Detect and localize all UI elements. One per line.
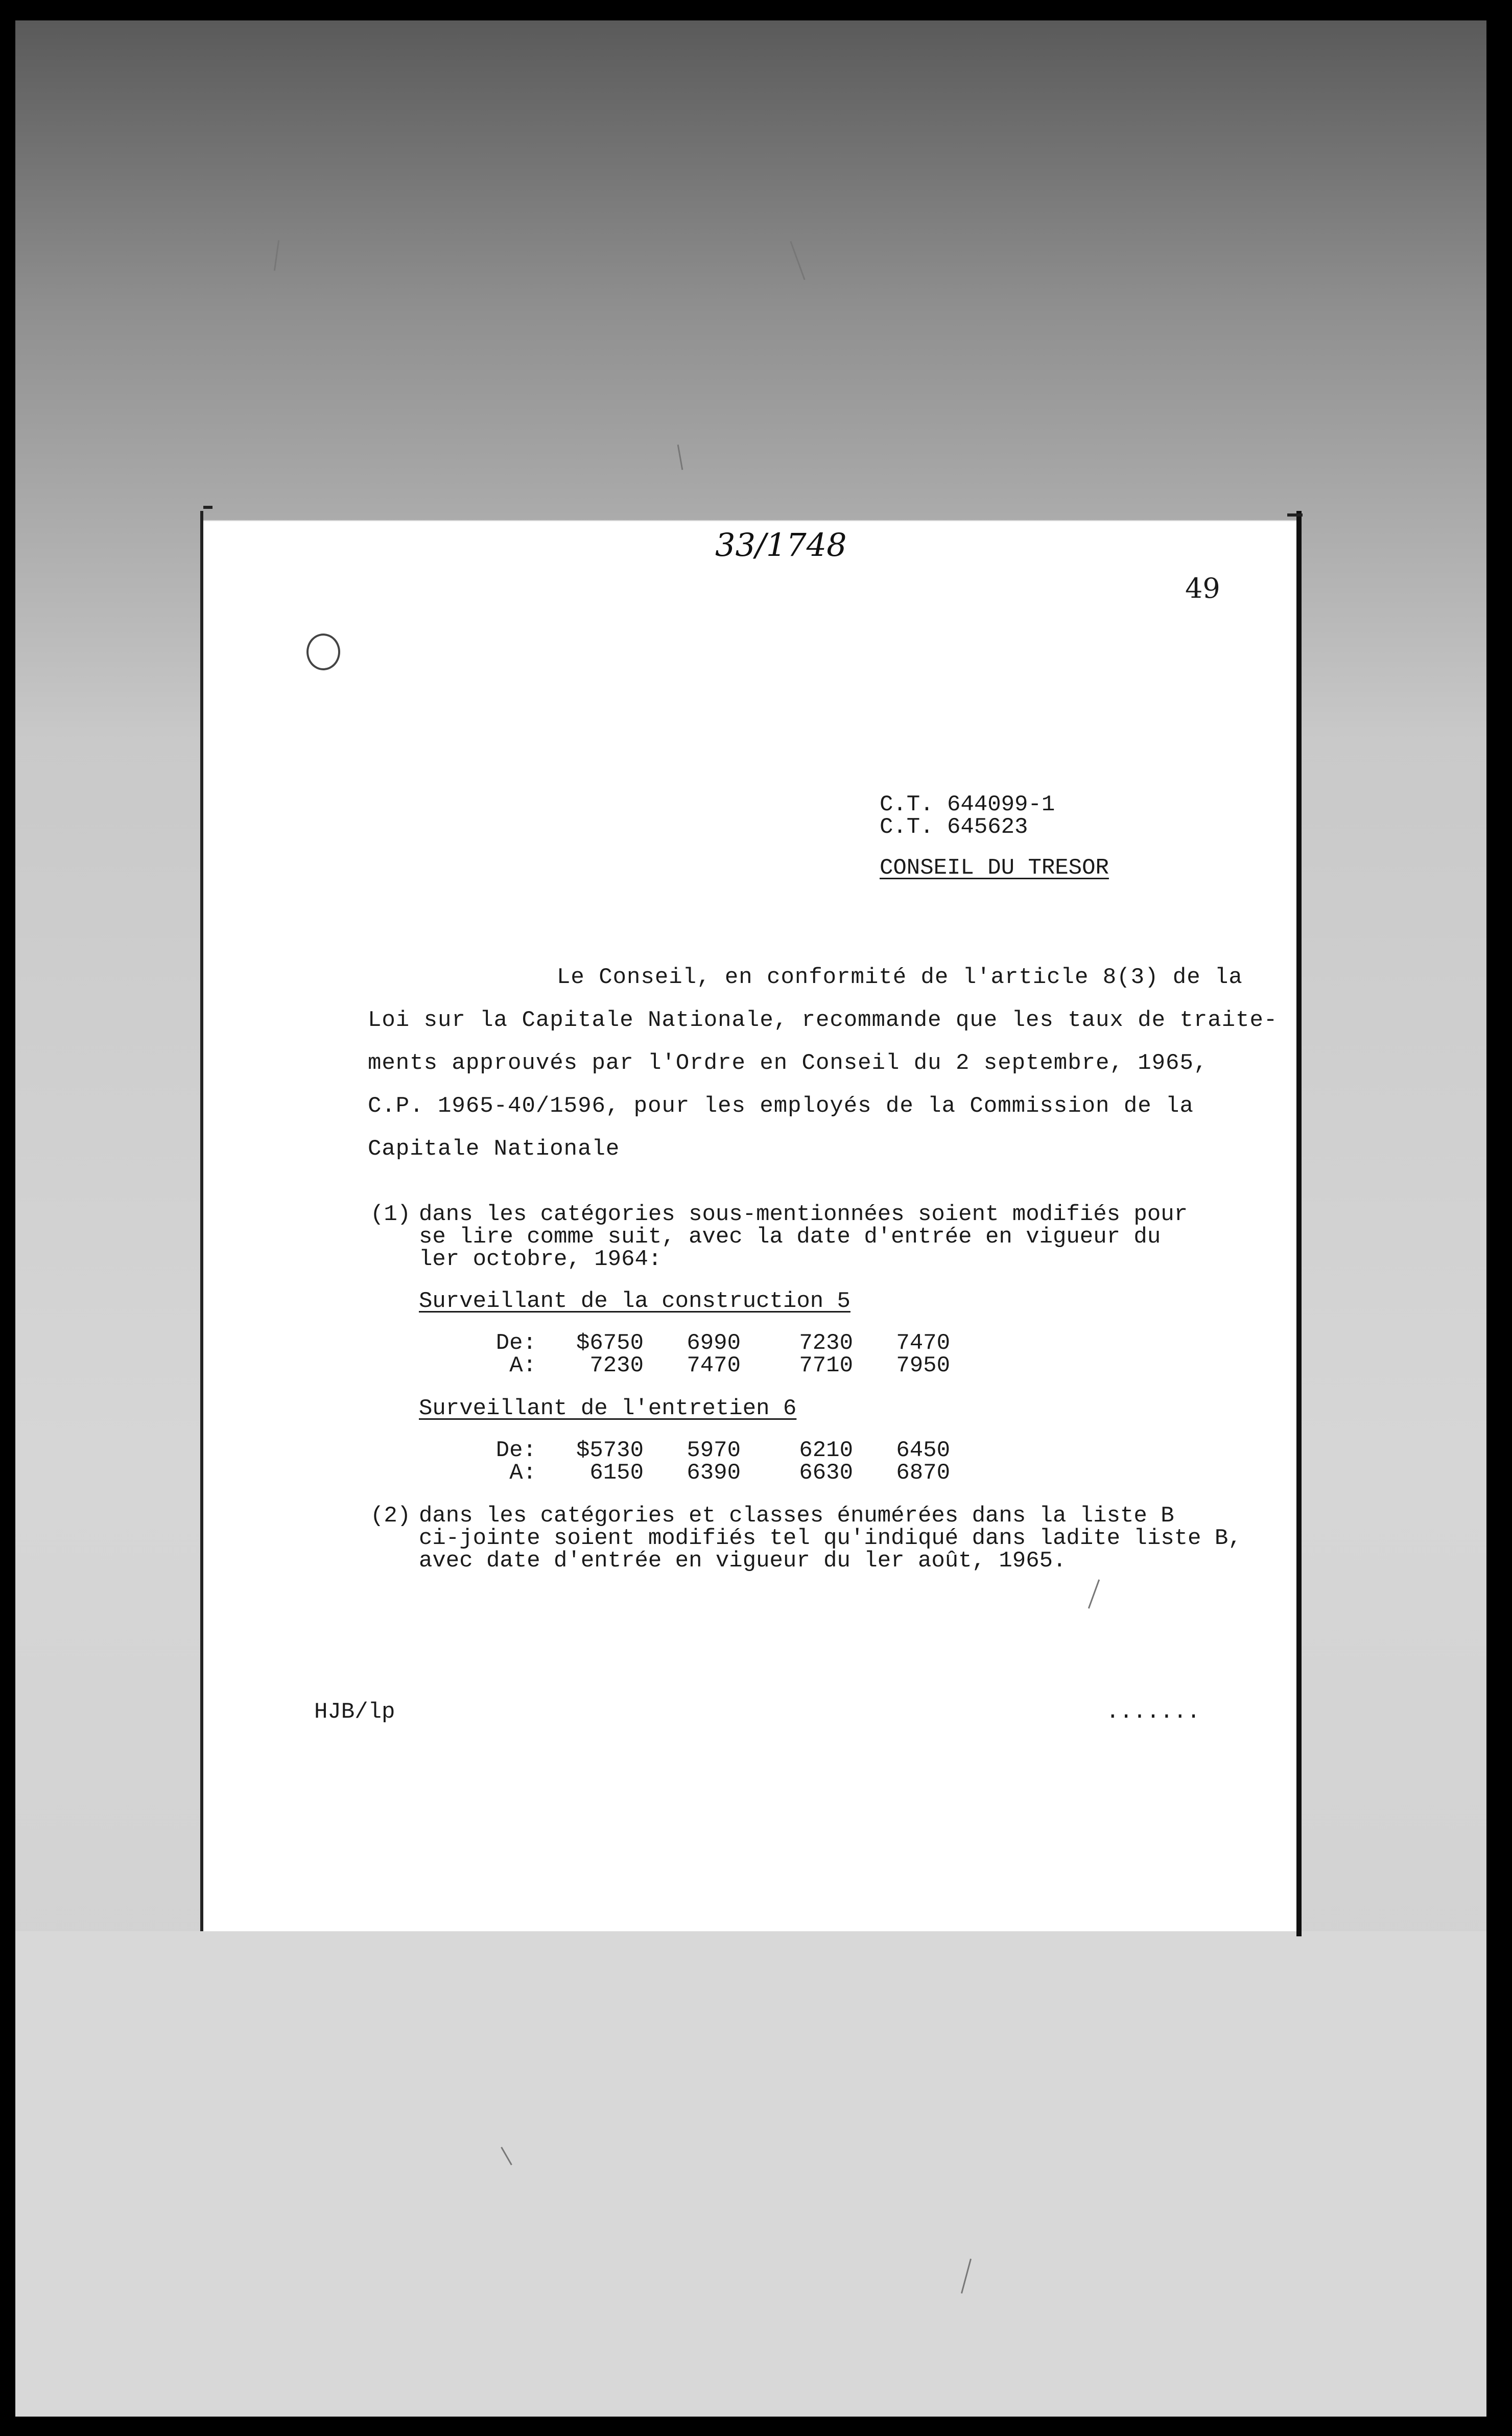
page-number: 49 bbox=[1185, 572, 1220, 604]
table1-row1-value: 7470 bbox=[896, 1330, 950, 1356]
item1-line-1: dans les catégories sous-mentionnées soient modifiés pour bbox=[419, 1202, 1188, 1227]
reference-line-2: C.T. 645623 bbox=[880, 814, 1028, 840]
table1-title: Surveillant de la construction 5 bbox=[419, 1289, 850, 1314]
page-left-edge bbox=[200, 511, 203, 1931]
table2-title: Surveillant de l'entretien 6 bbox=[419, 1396, 797, 1421]
continuation-dots: ....... bbox=[1106, 1699, 1200, 1725]
table1-row1-label: De: bbox=[495, 1330, 536, 1356]
table2-row1-value: 6450 bbox=[896, 1438, 950, 1463]
table1-row2-label: A: bbox=[509, 1353, 536, 1378]
table1-row2-value: 7950 bbox=[896, 1353, 950, 1378]
intro-line-1: Le Conseil, en conformité de l'article 8(3) de la bbox=[557, 965, 1243, 990]
table1-row2-value: 7710 bbox=[799, 1353, 853, 1378]
table2-row1-value: 6210 bbox=[799, 1438, 853, 1463]
typist-initials: HJB/lp bbox=[314, 1699, 395, 1725]
intro-line-4: C.P. 1965-40/1596, pour les employés de la Commission de la bbox=[368, 1093, 1194, 1119]
table1-row2-value: 7470 bbox=[687, 1353, 741, 1378]
item2-marker: (2) bbox=[370, 1503, 411, 1529]
table2-row1-value: 5970 bbox=[687, 1438, 741, 1463]
item2-line-2: ci-jointe soient modifiés tel qu'indiqué dans ladite liste B, bbox=[419, 1526, 1242, 1551]
table2-row2-label: A: bbox=[509, 1460, 536, 1486]
page-corner-mark bbox=[203, 506, 212, 509]
intro-line-5: Capitale Nationale bbox=[368, 1136, 620, 1162]
table1-row1-value: 7230 bbox=[799, 1330, 853, 1356]
table2-row1-label: De: bbox=[495, 1438, 536, 1463]
microfilm-lower-area bbox=[15, 1931, 1486, 2417]
reference-line-1: C.T. 644099-1 bbox=[880, 792, 1055, 817]
page-right-edge bbox=[1296, 511, 1302, 1936]
table2-row2-value: 6630 bbox=[799, 1460, 853, 1486]
item2-line-1: dans les catégories et classes énumérées dans la liste B bbox=[419, 1503, 1174, 1529]
item2-line-3: avec date d'entrée en vigueur du ler août, 1965. bbox=[419, 1548, 1067, 1574]
table2-row2-value: 6870 bbox=[896, 1460, 950, 1486]
item1-line-2: se lire comme suit, avec la date d'entrée en vigueur du bbox=[419, 1224, 1161, 1250]
table2-row2-value: 6390 bbox=[687, 1460, 741, 1486]
table1-row1-value: $6750 bbox=[576, 1330, 644, 1356]
item1-line-3: ler octobre, 1964: bbox=[419, 1247, 662, 1272]
intro-line-2: Loi sur la Capitale Nationale, recommande que les taux de traite- bbox=[368, 1008, 1278, 1033]
table2-row2-value: 6150 bbox=[589, 1460, 644, 1486]
punch-hole-circle bbox=[306, 634, 340, 670]
table1-row1-value: 6990 bbox=[687, 1330, 741, 1356]
table1-row2-value: 7230 bbox=[589, 1353, 644, 1378]
table2-row1-value: $5730 bbox=[576, 1438, 644, 1463]
heading-conseil-du-tresor: CONSEIL DU TRESOR bbox=[880, 855, 1109, 881]
handwritten-reference: 33/1748 bbox=[715, 526, 847, 564]
page-corner-mark-right bbox=[1287, 513, 1303, 517]
intro-line-3: ments approuvés par l'Ordre en Conseil du 2 septembre, 1965, bbox=[368, 1050, 1208, 1076]
item1-marker: (1) bbox=[370, 1202, 411, 1227]
